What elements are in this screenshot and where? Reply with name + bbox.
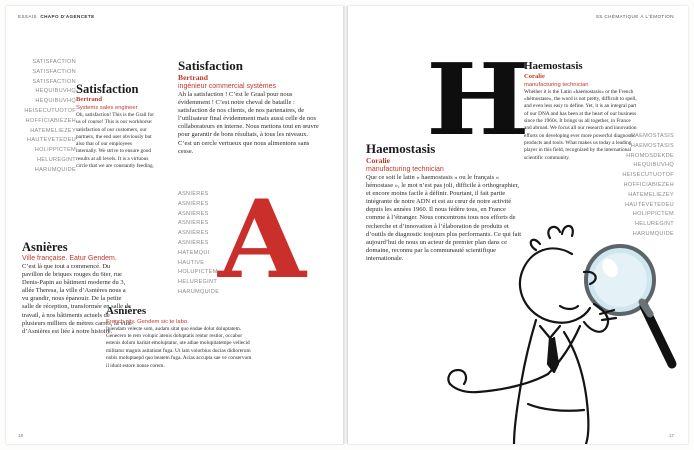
- keyword-tag: SATISFACTION: [32, 59, 76, 65]
- left-running-header: [18, 14, 95, 19]
- keyword-tag: ASNIÈRES: [178, 239, 209, 246]
- asnieres-fr-body: C’est là que tout a commencé. Du pavillon de briques rouges du 6ter, rue Denis-Papin au bâtiment moderne du 3, allée Theresa, la ville d’Asnières nous a vu grandir, nous épanouir. De la petite salle de réception, transformée en salle de travail, à nos bâtiments actuels de plusieurs milliers de mètres carrés, la ville d’Asnières est liée à notre histoire.: [22, 263, 132, 335]
- right-page-number: 17: [668, 433, 674, 438]
- satisfaction-en-body: Oh, satisfaction! This is the Grail for us of course! This is our workhorse: satisfaction of our customers, our partners, the end user obviously but also that of our employees internally. We strive to ensure good results at all levels. It is a virtuous circle that we are constantly feeding.: [76, 112, 155, 170]
- satisfaction-fr-title: Satisfaction: [178, 58, 243, 73]
- haemostasis-en-name: Coralie: [524, 72, 545, 80]
- keyword-tag: HEISECUTUOTOF: [622, 172, 674, 179]
- keyword-tag: HELUREGINT: [36, 156, 76, 163]
- decorative-letter-a: A: [218, 177, 306, 303]
- keyword-tag: HATEMELIEZEY: [628, 191, 674, 198]
- keyword-tag: HEQUIBUVHQ: [633, 162, 674, 169]
- keyword-column-top: [24, 58, 76, 176]
- satisfaction-french-block: [178, 59, 323, 156]
- haemostasis-fr-role: manufacturing technician: [366, 166, 444, 173]
- header-section: ESSAIS: [18, 14, 37, 19]
- asnieres-en-subtitle: French city. Gendem sic te labo.: [106, 318, 189, 325]
- keyword-tag: HOFFICIABIEZEH: [623, 181, 674, 188]
- keyword-tag: SATISFACTION: [32, 78, 76, 85]
- keyword-tag: HAUTIVE: [178, 259, 205, 266]
- keyword-tag: HAUTEVETEDEU: [625, 201, 674, 208]
- header-title: CHAPO D'AGENCETE: [40, 14, 95, 19]
- haemostasis-en-role: manufacturing technician: [524, 81, 589, 88]
- keyword-tag: HAEMOSTASIS: [630, 142, 674, 149]
- haemostasis-english-block: [524, 60, 638, 162]
- asnieres-en-title: Asnières: [106, 305, 147, 317]
- keyword-tag: HOLIPPICTEM: [632, 211, 674, 218]
- keyword-tag: HOLUPICTEM: [178, 269, 218, 276]
- keyword-tag: HOLIPPICTEM: [34, 147, 76, 154]
- keyword-tag: HOFFICIABIEZEH: [25, 117, 76, 124]
- keyword-tag: HELUREGINT: [634, 221, 674, 228]
- satisfaction-english-block: [76, 82, 154, 170]
- keyword-tag: HELUREGINT: [178, 279, 218, 286]
- keyword-tag: HAEMOSTASIS: [630, 133, 674, 139]
- right-running-header: SS CHÉMATIQUE À L'ÉMOTION: [595, 14, 674, 19]
- asnieres-english-block: [106, 305, 252, 370]
- satisfaction-fr-body: Ah la satisfaction ! C’est le Graal pour nous évidemment ! C’est notre cheval de bataille : satisfaction de nos clients, de nos partenaires, de l’utilisateur final évidemment mais aussi celle de nos collaborateurs en interne. Nous mettons tout en œuvre pour garantir de bons résultats, à tous les niveaux. C’est un cercle vertueux que nous alimentons sans cesse.: [178, 91, 319, 155]
- keyword-tag: HEQUIBUVHQ: [35, 88, 76, 95]
- haemostasis-fr-name: Coralie: [366, 156, 391, 165]
- keyword-tag: HAUTEVETEDEU: [27, 137, 76, 144]
- haemostasis-fr-body: Que ce soit le latin « haemostasis » ou le français « hémostase », le mot n’est pas joli, difficile à orthographier, et encore moins facile à définir. Pourtant, il fait partie intégrante de notre ADN et est au cœur de notre activité depuis les années 1960. Il nous fédère tous, en France comme à l’étranger. Nous concentrons tous nos efforts de recherche et d’innovation à l’élaboration de produits et d’outils de diagnostic toujours plus performants. Ce qui fait aujourd’hui de nous un acteur de premier plan dans ce domaine, reconnu par la communauté scientifique internationale.: [366, 174, 522, 262]
- keyword-column-middle: [178, 190, 219, 298]
- keyword-tag: HARUMQUIDE: [178, 288, 220, 295]
- keyword-tag: HARUMQUIDE: [34, 166, 76, 173]
- keyword-tag: HATEMQUI: [178, 249, 210, 256]
- left-page-number: 18: [18, 433, 24, 438]
- keyword-tag: ASNIÈRES: [178, 200, 209, 207]
- keyword-tag: ASNIÈRES: [178, 210, 209, 217]
- keyword-tag: ASNIÈRES: [178, 191, 209, 197]
- right-page: [348, 6, 688, 444]
- satisfaction-fr-role: ingénieur commercial systèmes: [178, 83, 277, 90]
- keyword-tag: HATEMELIEZEY: [30, 127, 76, 134]
- keyword-tag: HARUMQUIDE: [632, 230, 674, 237]
- keyword-tag: HEQUIBUVHQ: [35, 98, 76, 105]
- cartoon-man-magnifying-glass-illustration: [444, 214, 688, 444]
- left-page: [6, 6, 344, 444]
- decorative-letter-h: H: [426, 43, 530, 158]
- keyword-tag: SATISFACTION: [32, 68, 76, 75]
- satisfaction-en-title: Satisfaction: [76, 82, 139, 96]
- asnieres-en-body: Ipiendam velecte som, audam sitat quo endae dolut doluptatem. Genecero te rem volupic atenis doluptatis rentur restior, occabor estenis dolum haritat emoluptatur, ute adiae molupitatempe vellecid militatur magnis asitatiunt fuga. Ut lam volorbius ducias didiorerum nobis moluptaepd quo beatem fuga. Acias accupta sae ve conservum il idunt estore nonse corem.: [106, 325, 252, 369]
- haemostasis-en-title: Haemostasis: [524, 60, 583, 72]
- asnieres-fr-title: Asnières: [22, 240, 68, 254]
- keyword-tag: ASNIÈRES: [178, 220, 209, 227]
- satisfaction-en-name: Bertrand: [76, 96, 103, 103]
- keyword-tag: HEISECUTUOTOF: [24, 107, 76, 114]
- haemostasis-fr-title: Haemostasis: [366, 141, 436, 156]
- asnieres-fr-subtitle: Ville française. Eatur Gendem.: [22, 255, 117, 262]
- keyword-tag: HROMOSDEKDE: [626, 152, 674, 159]
- satisfaction-fr-name: Bertrand: [178, 73, 208, 82]
- satisfaction-en-role: Systems sales engineer: [76, 105, 138, 111]
- haemostasis-en-body: Whether it is the Latin «haemostasis» or the French «hémostase», the word is not pretty, difficult to spell, and even less easy to define. Yet, it is an integral part of our DNA and has been at the heart of our business since the 1960s. It brings us all together, in France and abroad. We focus all our research and innovation efforts on developing ever more powerful diagnostic products and tools. What makes us today a leading player in this field, recognized by the international scientific community.: [524, 88, 637, 161]
- keyword-tag: ASNIÈRES: [178, 230, 209, 237]
